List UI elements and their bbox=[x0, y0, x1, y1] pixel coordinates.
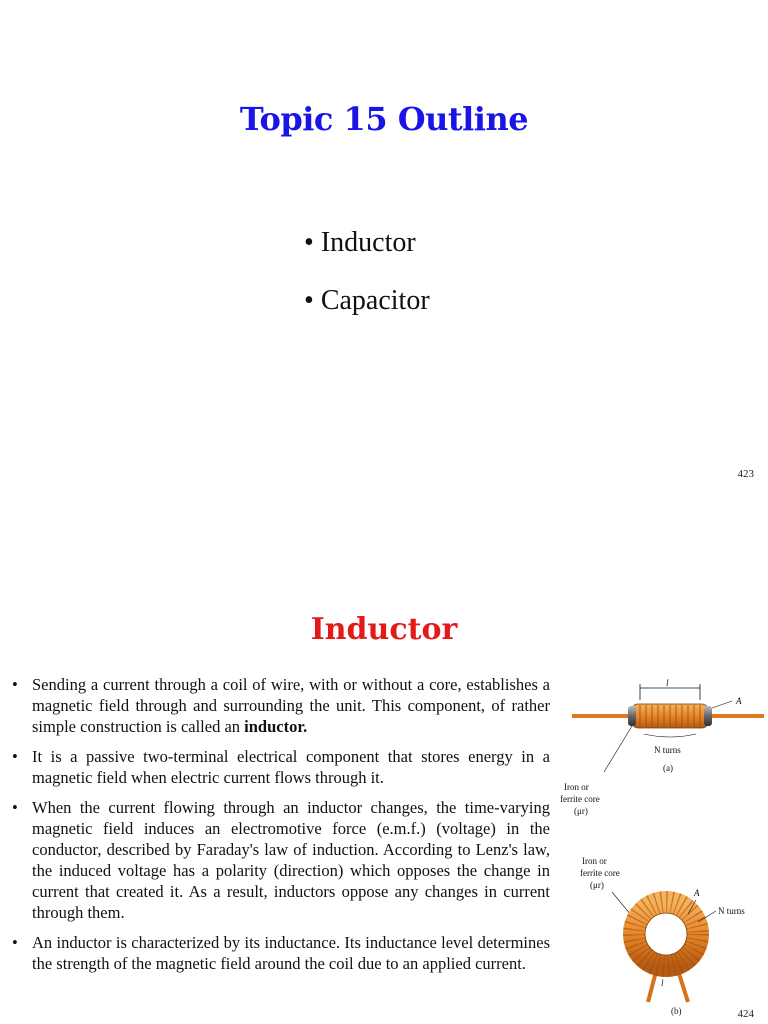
slide-title: Topic 15 Outline bbox=[239, 100, 529, 138]
bullet-text: Sending a current through a coil of wire, with or without a core, establishes a magnetic field through and surrounding the unit. This component, of rather simple construction is called an bbox=[32, 675, 550, 736]
area-label: A bbox=[736, 696, 742, 706]
length-label: l bbox=[666, 678, 669, 688]
turns-brace bbox=[644, 734, 696, 737]
bullet-item bbox=[12, 674, 550, 737]
core-label-line3: (μr) bbox=[590, 880, 604, 890]
outline-item-label: Capacitor bbox=[320, 285, 430, 316]
outline-item: • Capacitor bbox=[304, 285, 430, 316]
bullet-list bbox=[12, 674, 550, 983]
bullet-text: When the current flowing through an inductor changes, the time-varying magnetic field induces an electromotive force (e.m.f.) (voltage) in the conductor, described by Faraday's law of induction. According to Lenz's law, the induced voltage has a polarity (direction) which opposes the change in current that created it. As a result, inductors oppose any changes in current through them. bbox=[32, 798, 550, 922]
turns-label: N turns bbox=[718, 906, 745, 916]
area-label: A bbox=[694, 888, 700, 898]
core-label-line1: Iron or bbox=[582, 856, 607, 866]
length-label: l bbox=[661, 978, 664, 988]
toroid-b bbox=[580, 856, 745, 1016]
outline-item: • Inductor bbox=[304, 227, 416, 258]
bullet-item bbox=[12, 932, 550, 974]
core-label-line3: (μr) bbox=[574, 806, 588, 816]
core-label-line2: ferrite core bbox=[580, 868, 620, 878]
outline-list bbox=[304, 225, 430, 341]
bullet-bold-term: inductor. bbox=[244, 717, 308, 736]
core-end-left bbox=[628, 706, 636, 726]
figure-caption-a: (a) bbox=[663, 763, 673, 773]
turns-label: N turns bbox=[654, 745, 681, 755]
inductor-figure bbox=[560, 664, 768, 1024]
core-label-line2: ferrite core bbox=[560, 794, 600, 804]
page-number: 424 bbox=[737, 1008, 754, 1020]
inductor-diagram bbox=[560, 664, 768, 1024]
outline-item-label: Inductor bbox=[320, 227, 416, 258]
solenoid-a bbox=[560, 678, 764, 816]
bullet-text: It is a passive two-terminal electrical component that stores energy in a magnetic field when electric current flows through it. bbox=[32, 747, 550, 787]
bullet-text: An inductor is characterized by its inductance. Its inductance level determines the strength of the magnetic field around the coil due to an applied current. bbox=[32, 933, 550, 973]
core-end-right bbox=[704, 706, 712, 726]
bullet-item bbox=[12, 797, 550, 923]
slide-title: Inductor bbox=[310, 612, 458, 647]
slide-inductor bbox=[0, 512, 768, 1024]
bullet-item bbox=[12, 746, 550, 788]
core-label-line1: Iron or bbox=[564, 782, 589, 792]
figure-caption-b: (b) bbox=[671, 1006, 682, 1016]
page-number: 423 bbox=[737, 468, 754, 480]
